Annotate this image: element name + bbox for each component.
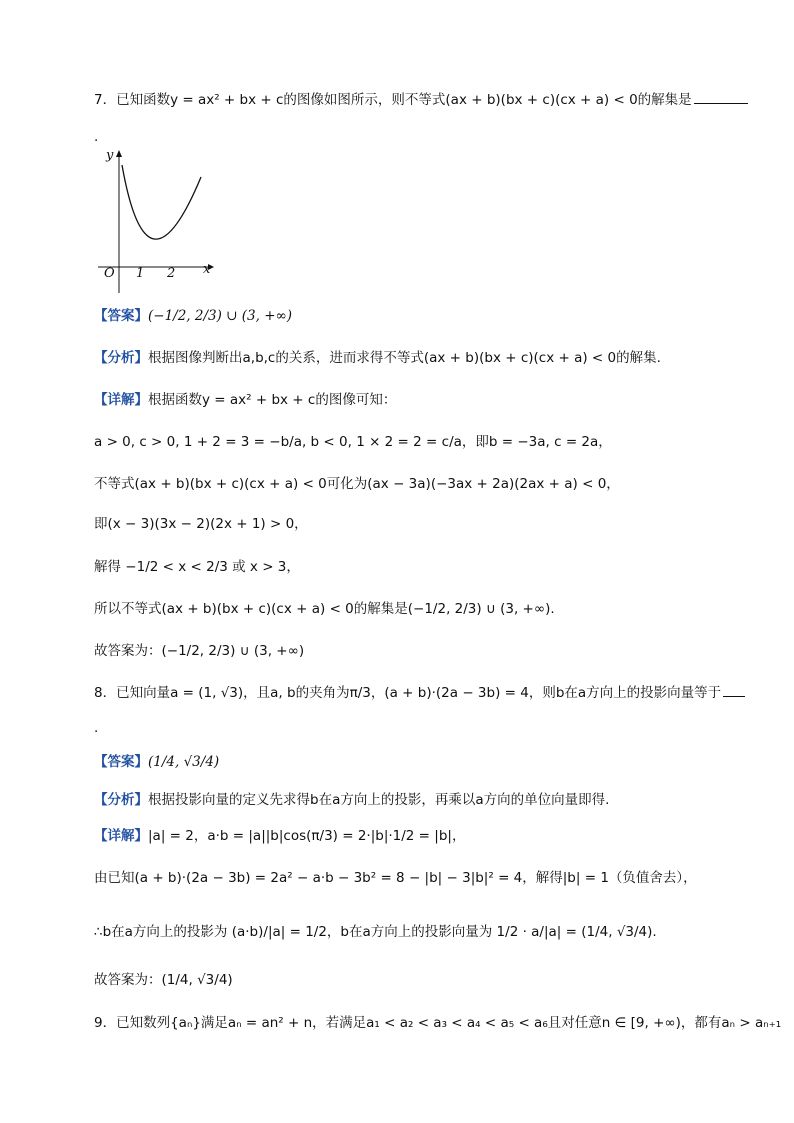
q8-detail-line-1: 由已知(a + b)·(2a − 3b) = 2a² − a·b − 3b² = 8 − |b| − 3|b|² = 4，解得|b| = 1（负值舍去），	[94, 870, 697, 886]
q8-analysis	[94, 790, 609, 810]
q7-stem-tail: .	[94, 129, 99, 145]
q8-detail-line-0	[94, 826, 465, 846]
q8-answer-blank	[723, 682, 745, 697]
q9-stem: 9．已知数列{aₙ}满足aₙ = an² + n，若满足a₁ < a₂ < a₃ < a₄ < a₅ < a₆且对任意n ∈ [9, +∞)，都有aₙ > aₙ₊₁	[94, 1015, 782, 1031]
q8-stem-text: 8．已知向量a = (1, √3)，且a, b的夹角为π/3，(a + b)·(2a − 3b) = 4，则b在a方向上的投影向量等于	[94, 685, 722, 701]
q7-detail-line-4: 解得 −1/2 < x < 2/3 或 x > 3，	[94, 559, 300, 575]
q7-detail-line-6: 故答案为：(−1/2, 2/3) ∪ (3, +∞)	[94, 643, 305, 659]
q8-answer-tag: 【答案】	[94, 754, 148, 770]
q8-detail-line-3: 故答案为：(1/4, √3/4)	[94, 972, 233, 988]
q8-stem-tail: .	[94, 720, 99, 736]
q8-answer-value: (1/4, √3/4)	[148, 754, 220, 770]
parabola-curve	[122, 165, 201, 239]
q7-answer	[94, 306, 292, 326]
q7-detail-tag: 【详解】	[94, 392, 148, 408]
q8-analysis-text: 根据投影向量的定义先求得b在a方向上的投影，再乘以a方向的单位向量即得.	[148, 792, 610, 808]
q8-detail-tag: 【详解】	[94, 828, 148, 844]
q7-answer-tag: 【答案】	[94, 308, 148, 324]
q8-detail-line-2: ∴b在a方向上的投影为 (a·b)/|a| = 1/2，b在a方向上的投影向量为 1/2 · a/|a| = (1/4, √3/4).	[94, 924, 657, 940]
origin-label: O	[104, 266, 115, 281]
q7-detail-text-0: 根据函数y = ax² + bx + c的图像可知：	[148, 392, 397, 408]
x-axis-label: x	[203, 262, 211, 277]
q8-answer	[94, 752, 219, 772]
y-axis-arrow	[116, 150, 122, 157]
y-axis-label: y	[106, 148, 114, 163]
q7-analysis	[94, 348, 661, 368]
tick-label-1: 1	[136, 266, 145, 281]
q7-detail-line-5: 所以不等式(ax + b)(bx + c)(cx + a) < 0的解集是(−1/2, 2/3) ∪ (3, +∞).	[94, 601, 555, 617]
q7-answer-value: (−1/2, 2/3) ∪ (3, +∞)	[148, 308, 293, 324]
q7-detail-line-1: a > 0, c > 0, 1 + 2 = 3 = −b/a, b < 0, 1 × 2 = 2 = c/a，即b = −3a, c = 2a，	[94, 434, 612, 450]
q7-detail-line-2: 不等式(ax + b)(bx + c)(cx + a) < 0可化为(ax − 3a)(−3ax + 2a)(2ax + a) < 0，	[94, 476, 620, 492]
q8-analysis-tag: 【分析】	[94, 792, 148, 808]
q7-answer-blank	[694, 89, 748, 104]
q8-detail-text-0: |a| = 2，a·b = |a||b|cos(π/3) = 2·|b|·1/2 = |b|，	[148, 828, 466, 844]
q8-stem	[94, 682, 745, 703]
q7-stem-text: 7．已知函数y = ax² + bx + c的图像如图所示，则不等式(ax + b)(bx + c)(cx + a) < 0的解集是	[94, 92, 692, 108]
q7-detail-line-0	[94, 390, 396, 410]
q7-analysis-tag: 【分析】	[94, 350, 148, 366]
q7-stem	[94, 89, 748, 110]
tick-label-2: 2	[167, 266, 176, 281]
q7-detail-line-3: 即(x − 3)(3x − 2)(2x + 1) > 0，	[94, 516, 308, 532]
q7-analysis-text: 根据图像判断出a,b,c的关系，进而求得不等式(ax + b)(bx + c)(cx + a) < 0的解集.	[148, 350, 661, 366]
q7-parabola-graph	[90, 145, 220, 295]
